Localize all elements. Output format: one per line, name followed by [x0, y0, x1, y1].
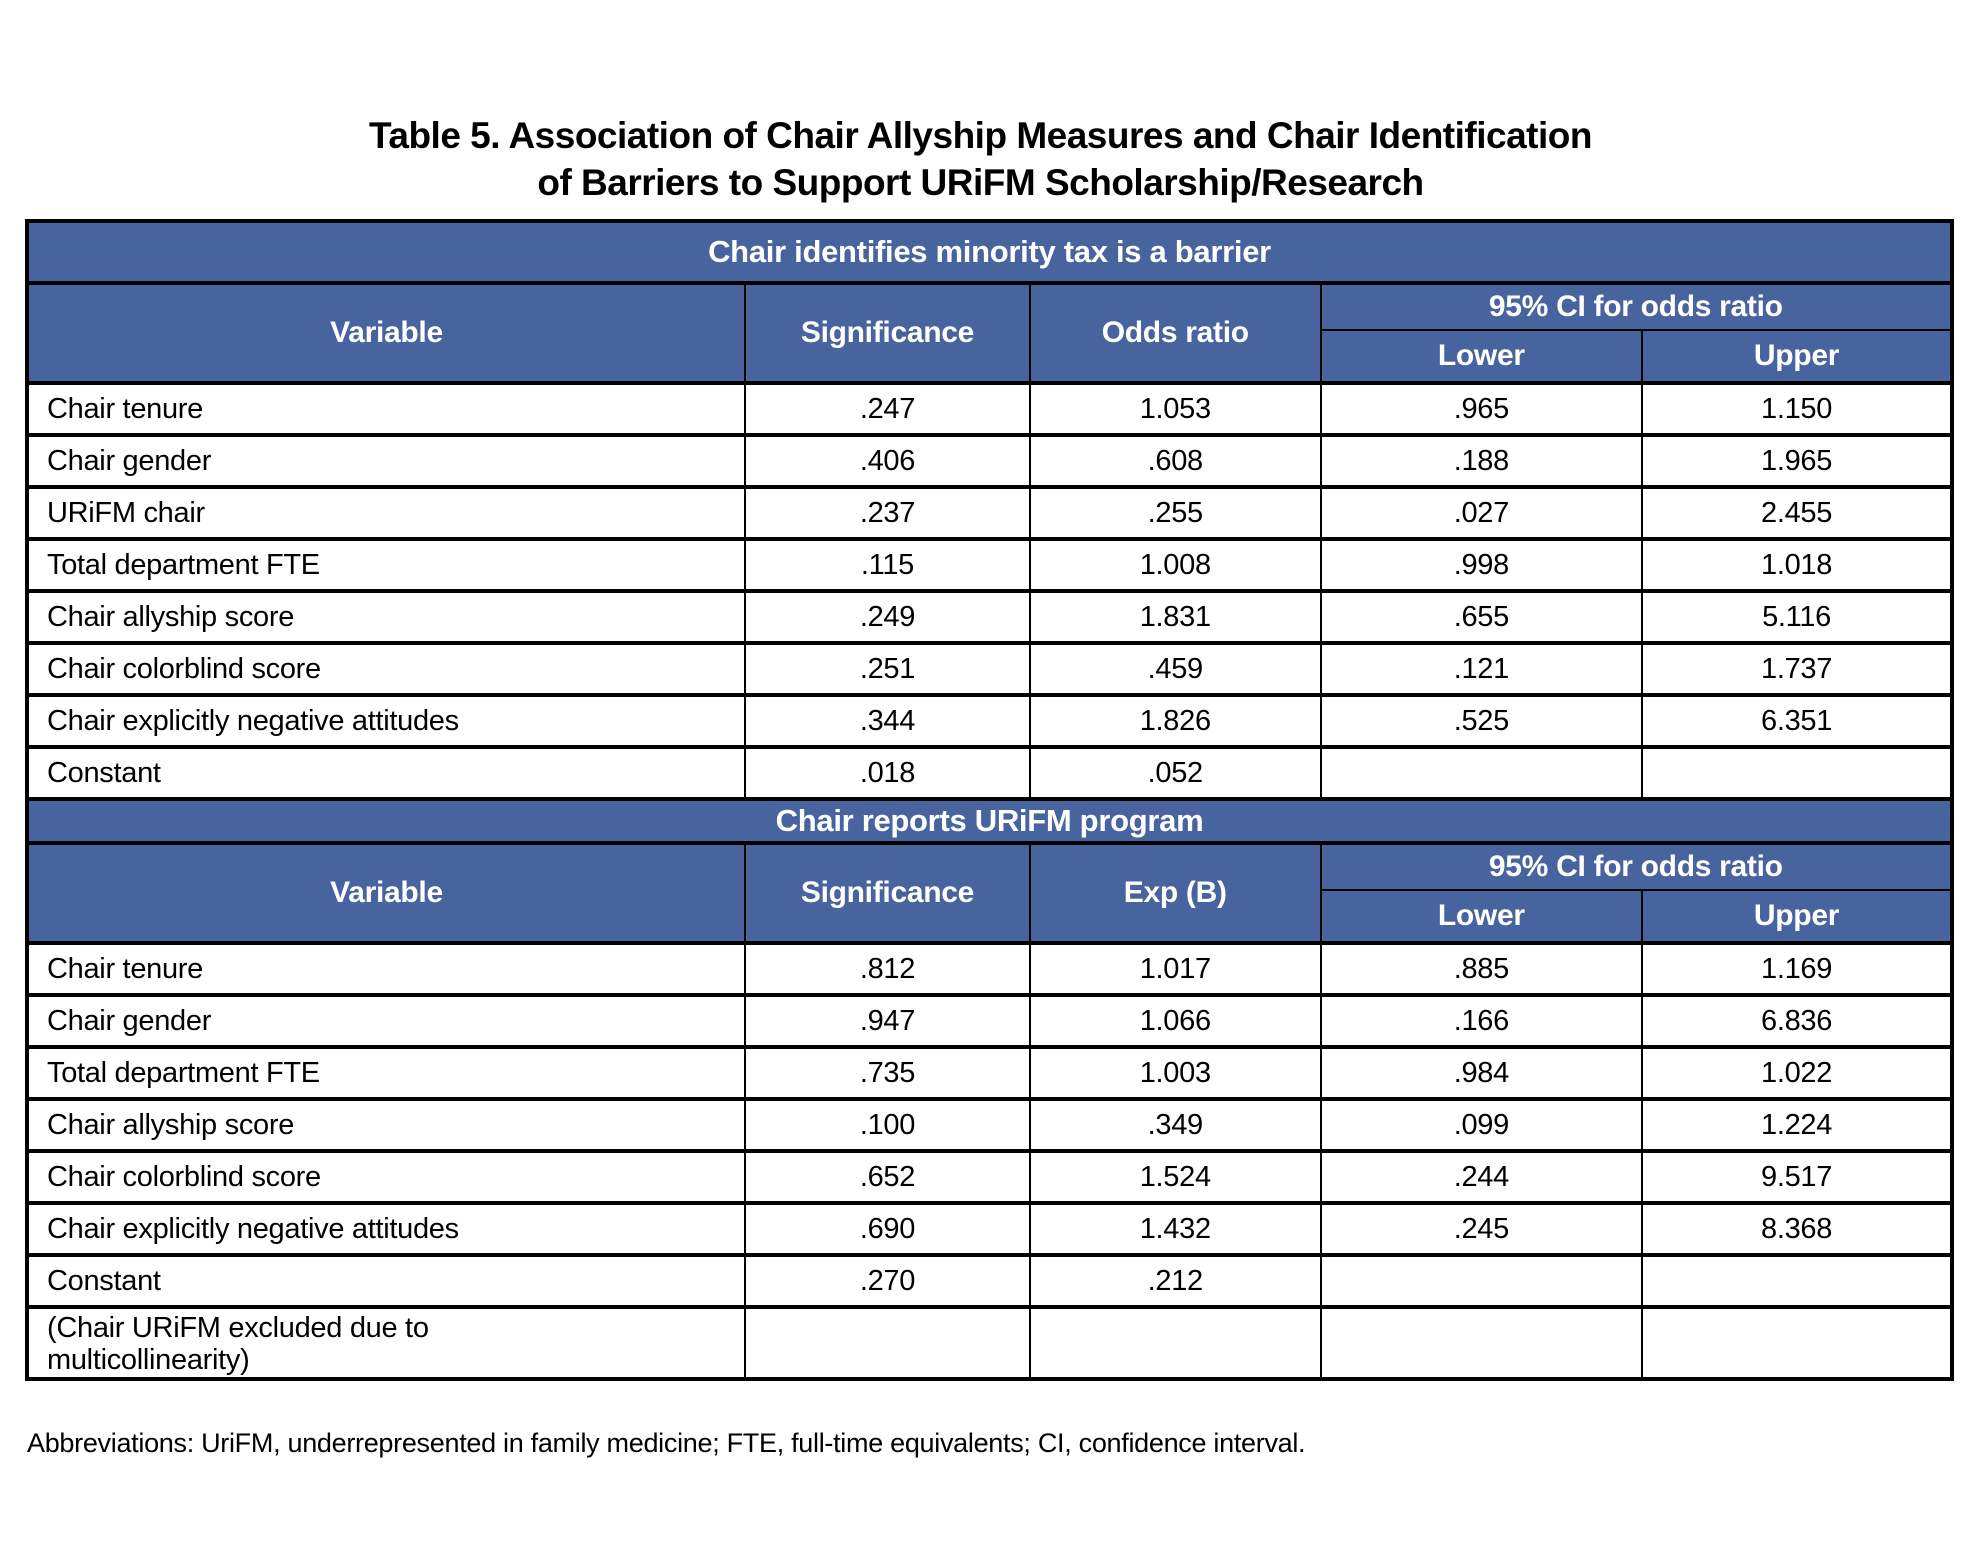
cell-estimate: 1.003	[1030, 1047, 1321, 1099]
excluded-note-line1: (Chair URiFM excluded due to	[47, 1312, 429, 1344]
cell-ci-lower: .984	[1321, 1047, 1642, 1099]
cell-ci-lower: .245	[1321, 1203, 1642, 1255]
column-header-variable: Variable	[27, 283, 745, 383]
cell-ci-upper	[1642, 747, 1952, 799]
column-header-variable: Variable	[27, 843, 745, 943]
cell-variable: Chair gender	[27, 995, 745, 1047]
abbreviations-footnote: Abbreviations: UriFM, underrepresented in family medicine; FTE, full-time equivalents; CI, confidence interval.	[27, 1427, 1306, 1458]
cell-ci-upper: 8.368	[1642, 1203, 1952, 1255]
cell-estimate: 1.826	[1030, 695, 1321, 747]
cell-ci-lower: .244	[1321, 1151, 1642, 1203]
cell-ci-upper: 5.116	[1642, 591, 1952, 643]
cell-ci-upper: 1.224	[1642, 1099, 1952, 1151]
cell-significance: .652	[745, 1151, 1030, 1203]
cell-variable: Chair explicitly negative attitudes	[27, 1203, 745, 1255]
column-header-upper: Upper	[1642, 890, 1952, 943]
cell-estimate: .255	[1030, 487, 1321, 539]
cell-estimate: 1.017	[1030, 943, 1321, 995]
cell-ci-upper: 9.517	[1642, 1151, 1952, 1203]
table-row	[27, 539, 1952, 591]
table-row	[27, 995, 1952, 1047]
cell-significance: .812	[745, 943, 1030, 995]
cell-variable: Total department FTE	[27, 1047, 745, 1099]
table-title-line1: Table 5. Association of Chair Allyship Measures and Chair Identification	[369, 115, 1592, 156]
cell-ci-lower	[1321, 1307, 1642, 1379]
cell-ci-upper: 6.351	[1642, 695, 1952, 747]
cell-variable: Constant	[27, 747, 745, 799]
cell-ci-lower	[1321, 1255, 1642, 1307]
cell-significance: .249	[745, 591, 1030, 643]
cell-significance: .100	[745, 1099, 1030, 1151]
cell-variable: URiFM chair	[27, 487, 745, 539]
column-header-significance: Significance	[745, 283, 1030, 383]
cell-estimate: 1.524	[1030, 1151, 1321, 1203]
section1-header-row	[27, 283, 1952, 330]
cell-ci-lower: .965	[1321, 383, 1642, 435]
cell-ci-lower: .998	[1321, 539, 1642, 591]
table-row	[27, 1099, 1952, 1151]
cell-significance: .251	[745, 643, 1030, 695]
table-row	[27, 435, 1952, 487]
table-row	[27, 1255, 1952, 1307]
table-row	[27, 747, 1952, 799]
cell-ci-lower	[1321, 747, 1642, 799]
cell-significance: .947	[745, 995, 1030, 1047]
table-row	[27, 643, 1952, 695]
section2-band-row	[27, 799, 1952, 843]
cell-ci-lower: .885	[1321, 943, 1642, 995]
cell-ci-lower: .121	[1321, 643, 1642, 695]
cell-variable: Chair allyship score	[27, 591, 745, 643]
cell-variable: Constant	[27, 1255, 745, 1307]
cell-significance: .406	[745, 435, 1030, 487]
cell-estimate: .212	[1030, 1255, 1321, 1307]
results-table	[25, 219, 1954, 1381]
excluded-note-line2: multicollinearity)	[47, 1344, 250, 1377]
cell-ci-upper: 1.965	[1642, 435, 1952, 487]
table-row	[27, 487, 1952, 539]
cell-variable: Chair allyship score	[27, 1099, 745, 1151]
column-header-lower: Lower	[1321, 890, 1642, 943]
cell-ci-upper	[1642, 1307, 1952, 1379]
column-header-ci: 95% CI for odds ratio	[1321, 843, 1952, 890]
cell-significance: .237	[745, 487, 1030, 539]
column-header-significance: Significance	[745, 843, 1030, 943]
cell-variable: Chair explicitly negative attitudes	[27, 695, 745, 747]
table-row	[27, 1047, 1952, 1099]
cell-ci-upper: 1.022	[1642, 1047, 1952, 1099]
cell-ci-lower: .525	[1321, 695, 1642, 747]
cell-estimate: .349	[1030, 1099, 1321, 1151]
cell-ci-upper: 1.169	[1642, 943, 1952, 995]
cell-ci-upper: 6.836	[1642, 995, 1952, 1047]
cell-variable: Chair colorblind score	[27, 643, 745, 695]
cell-significance: .690	[745, 1203, 1030, 1255]
section1-band-label: Chair identifies minority tax is a barrier	[27, 221, 1952, 283]
cell-ci-lower: .099	[1321, 1099, 1642, 1151]
cell-variable: Total department FTE	[27, 539, 745, 591]
cell-significance: .115	[745, 539, 1030, 591]
cell-ci-lower: .188	[1321, 435, 1642, 487]
section2-header-row	[27, 843, 1952, 890]
cell-variable: Chair gender	[27, 435, 745, 487]
cell-ci-lower: .027	[1321, 487, 1642, 539]
cell-estimate: 1.008	[1030, 539, 1321, 591]
cell-significance: .344	[745, 695, 1030, 747]
column-header-ci: 95% CI for odds ratio	[1321, 283, 1952, 330]
cell-variable: Chair colorblind score	[27, 1151, 745, 1203]
cell-significance: .247	[745, 383, 1030, 435]
cell-estimate: 1.432	[1030, 1203, 1321, 1255]
column-header-odds-ratio: Odds ratio	[1030, 283, 1321, 383]
section1-band-row	[27, 221, 1952, 283]
cell-estimate: 1.053	[1030, 383, 1321, 435]
cell-estimate: 1.831	[1030, 591, 1321, 643]
table-row-note	[27, 1307, 1952, 1379]
cell-significance	[745, 1307, 1030, 1379]
section2-band-label: Chair reports URiFM program	[27, 799, 1952, 843]
cell-variable: Chair tenure	[27, 943, 745, 995]
cell-ci-upper: 1.018	[1642, 539, 1952, 591]
table-row	[27, 1203, 1952, 1255]
cell-variable: Chair tenure	[27, 383, 745, 435]
cell-ci-lower: .655	[1321, 591, 1642, 643]
cell-ci-upper: 1.737	[1642, 643, 1952, 695]
table-row	[27, 695, 1952, 747]
cell-estimate	[1030, 1307, 1321, 1379]
table-row	[27, 591, 1952, 643]
table-row	[27, 383, 1952, 435]
cell-significance: .270	[745, 1255, 1030, 1307]
cell-ci-upper	[1642, 1255, 1952, 1307]
cell-variable	[27, 1307, 745, 1379]
column-header-upper: Upper	[1642, 330, 1952, 383]
cell-estimate: .608	[1030, 435, 1321, 487]
table-title-line2: of Barriers to Support URiFM Scholarship/Research	[537, 162, 1424, 203]
cell-significance: .018	[745, 747, 1030, 799]
table-title	[0, 0, 1961, 206]
cell-ci-upper: 1.150	[1642, 383, 1952, 435]
cell-ci-upper: 2.455	[1642, 487, 1952, 539]
cell-ci-lower: .166	[1321, 995, 1642, 1047]
cell-estimate: 1.066	[1030, 995, 1321, 1047]
column-header-exp-b: Exp (B)	[1030, 843, 1321, 943]
cell-estimate: .052	[1030, 747, 1321, 799]
table-row	[27, 943, 1952, 995]
table-row	[27, 1151, 1952, 1203]
cell-estimate: .459	[1030, 643, 1321, 695]
column-header-lower: Lower	[1321, 330, 1642, 383]
cell-significance: .735	[745, 1047, 1030, 1099]
